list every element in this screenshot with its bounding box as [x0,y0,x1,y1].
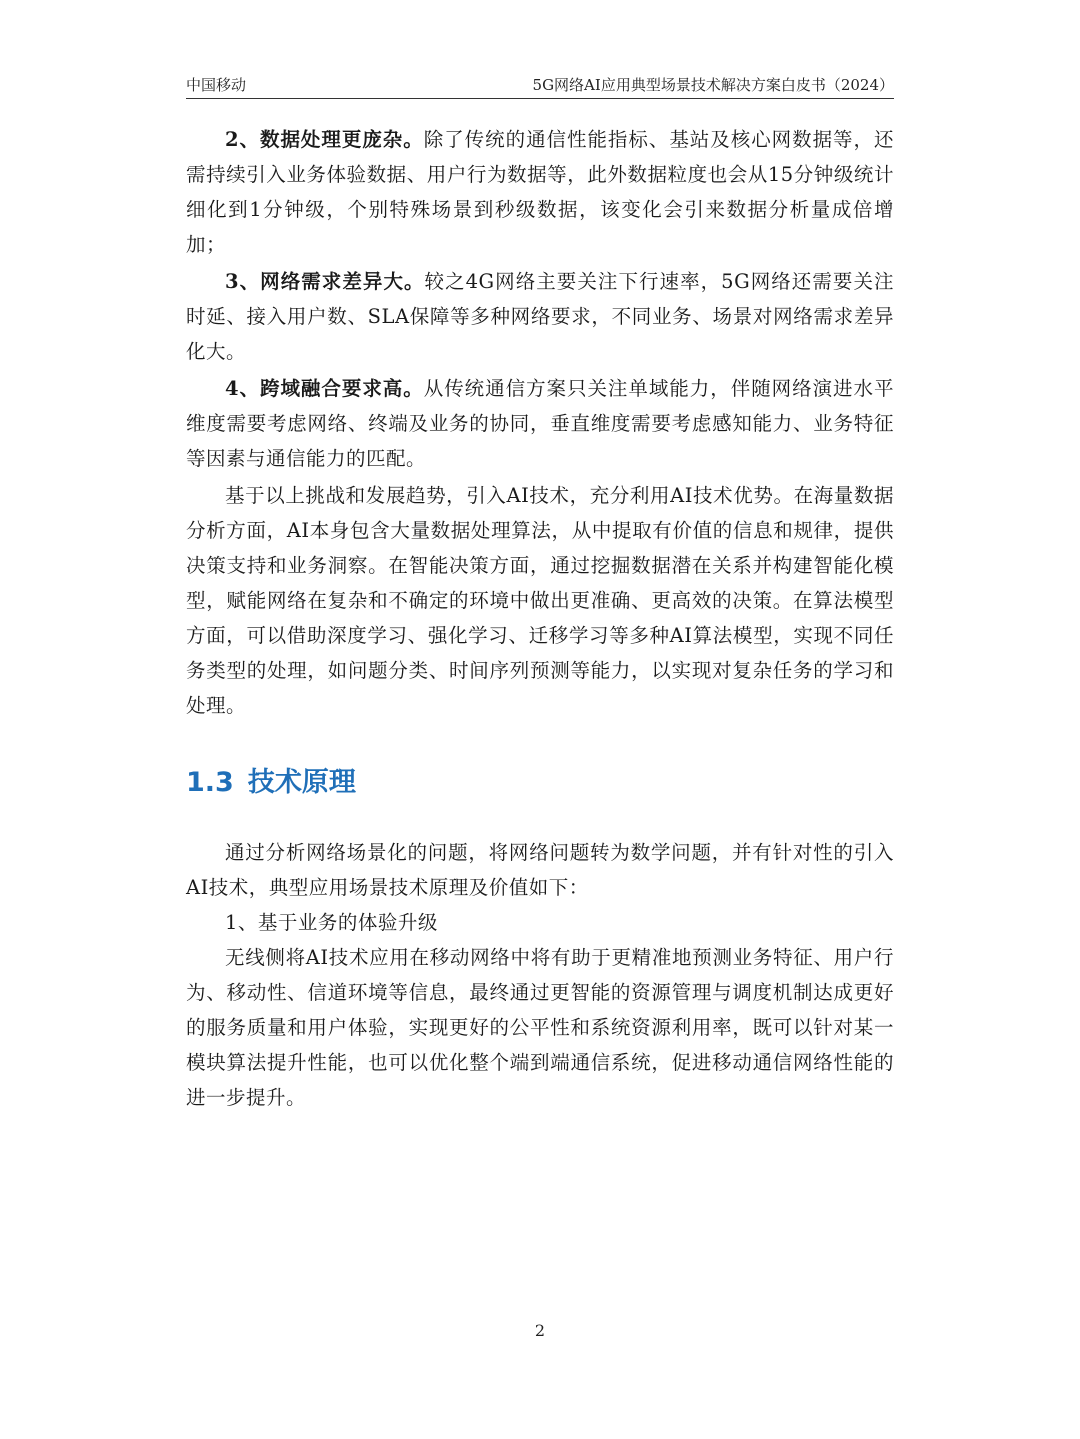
paragraph-lead: 3、网络需求差异大。 [225,270,425,293]
page-header [186,70,894,99]
header-org: 中国移动 [186,76,247,94]
paragraph-experience-upgrade: 无线侧将AI技术应用在移动网络中将有助于更精准地预测业务特征、用户行为、移动性、信道环境等信息，最终通过更智能的资源管理与调度机制达成更好的服务质量和用户体验，实现更好的公平性和系统资源利用率，既可以针对某一模块算法提升性能，也可以优化整个端到端通信系统，促进移动通信网络性能的进一步提升。 [186,946,894,1109]
paragraph-lead: 2、数据处理更庞杂。 [225,128,424,151]
paragraph-cross-domain [186,371,894,476]
page-content [186,122,894,1115]
section-heading [186,761,894,805]
paragraph-network-demand [186,264,894,369]
header-doc-title: 5G网络AI应用典型场景技术解决方案白皮书（2024） [532,76,894,94]
paragraph-text: 除了传统的通信性能指标、基站及核心网数据等，还需持续引入业务体验数据、用户行为数据等，此外数据粒度也会从15分钟级统计细化到1分钟级，个别特殊场景到秒级数据，该变化会引来数据分析量成倍增加； [186,128,894,256]
section-title: 技术原理 [247,767,356,798]
paragraph-data-processing [186,122,894,262]
paragraph-lead: 4、跨域融合要求高。 [225,377,424,400]
paragraph-text: 基于以上挑战和发展趋势，引入AI技术，充分利用AI技术优势。在海量数据分析方面，AI本身包含大量数据处理算法，从中提取有价值的信息和规律，提供决策支持和业务洞察。在智能决策方面，通过挖掘数据潜在关系并构建智能化模型，赋能网络在复杂和不确定的环境中做出更准确、更高效的决策。在算法模型方面，可以借助深度学习、强化学习、迁移学习等多种AI算法模型，实现不同任务类型的处理，如问题分类、时间序列预测等能力，以实现对复杂任务的学习和处理。 [186,484,894,717]
section-number: 1.3 [186,767,234,798]
page-number: 2 [534,1321,546,1340]
paragraph-intro: 通过分析网络场景化的问题，将网络问题转为数学问题，并有针对性的引入AI技术，典型应用场景技术原理及价值如下： [186,841,894,899]
paragraph-text: 较之4G网络主要关注下行速率，5G网络还需要关注时延、接入用户数、SLA保障等多种网络要求，不同业务、场景对网络需求差异化大。 [186,270,894,363]
paragraph-subheading: 1、基于业务的体验升级 [225,911,438,934]
paragraph-text: 从传统通信方案只关注单域能力，伴随网络演进水平维度需要考虑网络、终端及业务的协同，垂直维度需要考虑感知能力、业务特征等因素与通信能力的匹配。 [186,377,894,470]
paragraph-ai-advantages [186,478,894,723]
